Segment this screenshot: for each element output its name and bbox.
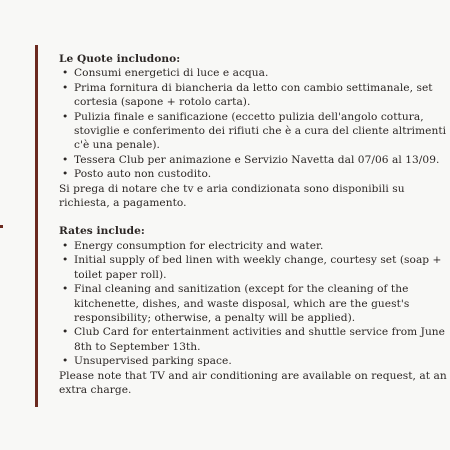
bullet-icon: • xyxy=(62,239,69,252)
bullet-icon: • xyxy=(62,168,69,181)
english-note: Please note that TV and air conditioning are available on request, at an extra charge. xyxy=(59,369,447,396)
english-heading: Rates include: xyxy=(59,225,145,238)
edge-marker xyxy=(0,225,3,228)
list-item-text: Prima fornitura di biancheria da letto con cambio settimanale, set cortesia (sapone + rotolo carta). xyxy=(74,81,433,109)
english-list xyxy=(59,239,450,369)
italian-heading: Le Quote includono: xyxy=(59,53,181,65)
list-item xyxy=(59,282,450,325)
list-item xyxy=(59,239,450,253)
bullet-icon: • xyxy=(62,355,69,368)
list-item-text: Initial supply of bed linen with weekly change, courtesy set (soap + toilet paper roll). xyxy=(74,254,442,281)
list-item-text: Pulizia finale e sanificazione (eccetto pulizia dell'angolo cottura, stoviglie e conferimento dei rifiuti che è a cura del cliente altrimenti c'è una penale). xyxy=(74,110,447,152)
accent-bar xyxy=(35,45,38,407)
list-item-text: Consumi energetici di luce e acqua. xyxy=(74,67,269,80)
list-item-text: Unsupervised parking space. xyxy=(74,355,232,368)
list-item-text: Tessera Club per animazione e Servizio Navetta dal 07/06 al 13/09. xyxy=(74,153,440,166)
list-item xyxy=(59,81,450,110)
list-item-text: Posto auto non custodito. xyxy=(74,168,212,181)
list-item xyxy=(59,325,450,354)
list-item-text: Club Card for entertainment activities and shuttle service from June 8th to September 13th. xyxy=(74,326,446,353)
section-spacer xyxy=(59,210,450,224)
list-item-text: Final cleaning and sanitization (except for the cleaning of the kitchenette, dishes, and waste disposal, which are the guest's responsibility; otherwise, a penalty will be applied). xyxy=(74,283,410,324)
list-item xyxy=(59,253,450,282)
list-item-text: Energy consumption for electricity and water. xyxy=(74,239,324,252)
bullet-icon: • xyxy=(62,81,69,94)
bullet-icon: • xyxy=(62,254,69,267)
italian-section xyxy=(59,52,450,210)
bullet-icon: • xyxy=(62,67,69,80)
rates-document xyxy=(59,52,450,397)
list-item xyxy=(59,167,450,181)
bullet-icon: • xyxy=(62,110,69,123)
italian-list xyxy=(59,66,450,181)
list-item xyxy=(59,66,450,80)
bullet-icon: • xyxy=(62,283,69,296)
italian-note: Si prega di notare che tv e aria condizionata sono disponibili su richiesta, a pagamento. xyxy=(59,182,405,210)
english-section xyxy=(59,224,450,397)
bullet-icon: • xyxy=(62,326,69,339)
bullet-icon: • xyxy=(62,153,69,166)
list-item xyxy=(59,110,450,153)
list-item xyxy=(59,354,450,368)
list-item xyxy=(59,153,450,167)
